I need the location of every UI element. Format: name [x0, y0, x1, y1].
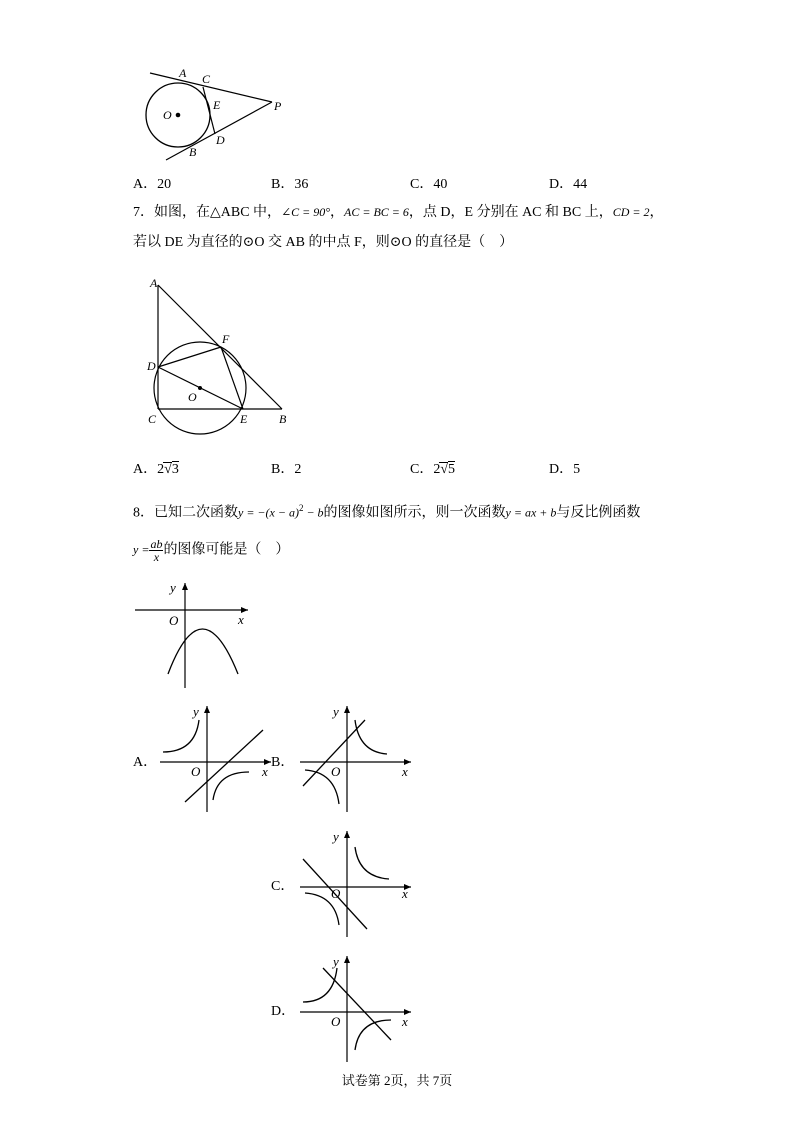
q6-figure [140, 62, 300, 162]
q6-option-b: B．36 [271, 177, 309, 192]
svg-text:y: y [170, 580, 176, 595]
q7-label-o: O [188, 390, 197, 404]
svg-text:O: O [169, 613, 179, 628]
q8-parabola-graph [130, 578, 260, 693]
q6-option-d: D．44 [549, 177, 588, 192]
q8-option-c-graph[interactable] [295, 825, 417, 940]
q7-label-e: E [240, 412, 248, 426]
q7-label-a: A [150, 276, 158, 290]
q6-label-e: E [213, 98, 221, 112]
q7-stem-line1: 7．如图，在△ABC 中，∠C = 90°，AC = BC = 6，点 D，E 分别在 AC 和 BC 上，CD = 2， [133, 205, 664, 220]
svg-text:y: y [333, 704, 339, 719]
q6-label-a: A [179, 66, 187, 80]
svg-text:x: x [402, 886, 408, 901]
q7-figure [142, 275, 302, 435]
q7-option-d: D．5 [549, 462, 581, 477]
q7-label-c: C [148, 412, 157, 426]
q6-label-d: D [216, 133, 225, 147]
q6-option-a: A．20 [133, 177, 172, 192]
svg-text:y: y [193, 704, 199, 719]
q7-label-d: D [147, 359, 156, 373]
q7-center-dot [198, 386, 202, 390]
q6-label-o: O [163, 108, 172, 122]
q8-option-a-label: A． [133, 755, 158, 770]
q7-option-a: A．2√3 [133, 462, 179, 477]
q6-tangent-upper [150, 73, 272, 102]
q8-option-c-label: C． [271, 879, 295, 894]
svg-text:O: O [331, 886, 341, 901]
q7-label-b: B [279, 412, 287, 426]
q8-option-d-graph[interactable] [295, 950, 417, 1065]
q8-option-a-graph[interactable] [155, 700, 277, 815]
q7-label-f: F [222, 332, 230, 346]
svg-text:y: y [333, 829, 339, 844]
svg-text:O: O [331, 1014, 341, 1029]
q6-option-c: C．40 [410, 177, 448, 192]
q7-option-b: B．2 [271, 462, 302, 477]
q8-fraction: $\frac{ab}{x}$ [150, 537, 163, 564]
q6-label-p: P [274, 99, 282, 113]
q6-center-dot [176, 113, 181, 118]
q8-stem-line1: 8．已知二次函数$y = -(x - a)^2 - b$的图像如图所示，则一次函数y = ax + b与反比例函数 [133, 503, 641, 521]
q6-label-c: C [202, 72, 211, 86]
svg-text:x: x [402, 764, 408, 779]
svg-text:x: x [238, 612, 244, 627]
q7-stem-line2: 若以 DE 为直径的⊙O 交 AB 的中点 F，则⊙O 的直径是（ ） [133, 235, 514, 250]
q8-option-b-label: B． [271, 755, 295, 770]
svg-text:x: x [262, 764, 268, 779]
q7-option-c: C．2√5 [410, 462, 456, 477]
svg-text:x: x [402, 1014, 408, 1029]
svg-text:O: O [331, 764, 341, 779]
svg-text:y: y [333, 954, 339, 969]
svg-text:O: O [191, 764, 201, 779]
q6-label-b: B [189, 145, 197, 159]
q8-option-b-graph[interactable] [295, 700, 417, 815]
q8-stem-line2: y = $\frac{ab}{x}$ 的图像可能是（ ） [133, 537, 290, 564]
q8-option-d-label: D． [271, 1004, 296, 1019]
page-footer: 试卷第 2页，共 7页 [341, 1073, 453, 1088]
q7-segment-df [158, 347, 221, 367]
